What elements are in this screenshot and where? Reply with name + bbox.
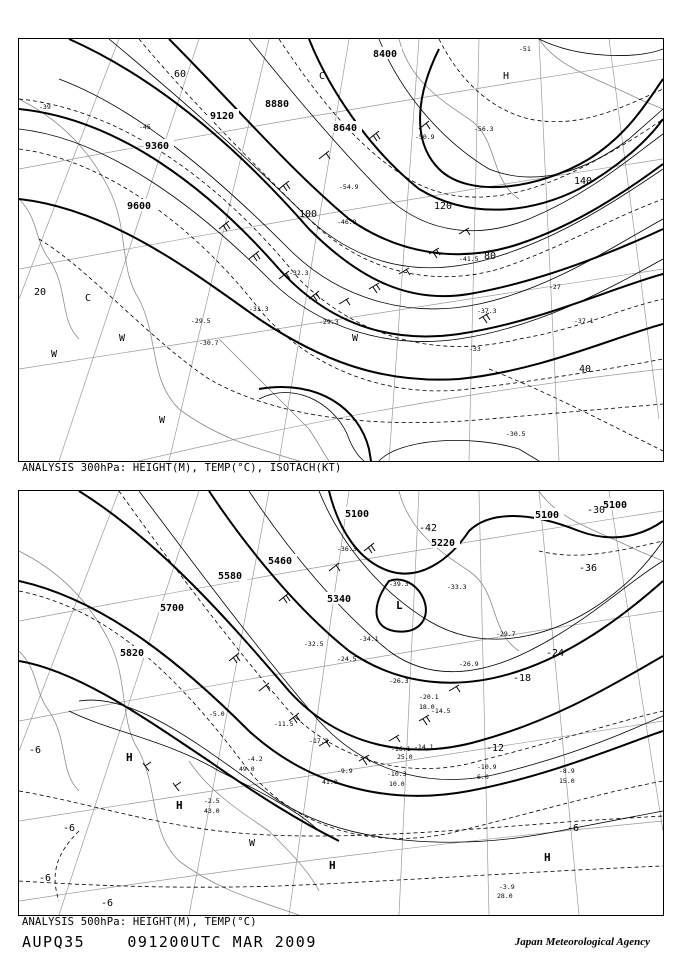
warm-center-W: W: [119, 333, 126, 344]
map-panel-300hpa: [18, 38, 664, 462]
station-value: -39.3: [389, 580, 409, 588]
station-temp: -31.3: [249, 305, 269, 313]
high-center-H: H: [544, 851, 551, 864]
isotherm-label: -6: [63, 823, 76, 834]
height-label-500: 5100: [345, 509, 370, 520]
height-label-300: 8640: [333, 123, 358, 134]
map-panel-500hpa: [18, 490, 664, 916]
isotherm-label: -24: [546, 648, 565, 659]
height-label-300: 9120: [210, 111, 235, 122]
height-label-300: 9360: [145, 141, 170, 152]
coastline: [19, 39, 663, 461]
station-value: -8.9: [559, 767, 575, 775]
station-temp: -50.9: [415, 133, 435, 141]
cold-center-C: C: [319, 71, 326, 82]
height-label-500: 5100: [603, 500, 628, 511]
isotherm-label: -6: [39, 873, 52, 884]
station-value: -11.5: [274, 720, 294, 728]
station-temp: -29.3: [319, 318, 339, 326]
station-temp: -41.5: [459, 255, 479, 263]
station-temp: -54.9: [339, 183, 359, 191]
high-center-H: H: [329, 859, 336, 872]
station-value: 43.0: [204, 807, 220, 815]
station-value: -4.2: [247, 755, 263, 763]
station-temp: -39: [39, 103, 51, 111]
high-center-H: H: [503, 71, 510, 82]
chart-footer: [22, 933, 317, 951]
isotherm-label: -6: [29, 745, 42, 756]
station-value: 41.0: [322, 778, 338, 786]
height-label-300: 9600: [127, 201, 152, 212]
isotherm-label: -42: [419, 523, 438, 534]
high-center-H: H: [176, 799, 183, 812]
height-label-500: 5340: [327, 594, 352, 605]
station-value: 25.0: [397, 753, 413, 761]
station-value: -3.9: [499, 883, 515, 891]
chart-id: AUPQ35: [22, 933, 86, 951]
station-value: 18.0: [419, 703, 435, 711]
height-label-500: 5820: [120, 648, 145, 659]
height-label-500: 5100: [535, 510, 560, 521]
isotach-label: 100: [299, 209, 318, 220]
station-value: -26.9: [459, 660, 479, 668]
station-value: -5.0: [209, 710, 225, 718]
station-temp: -27: [549, 283, 561, 291]
height-contours: [19, 491, 663, 841]
warm-center-W: W: [352, 333, 359, 344]
station-temp: -30.5: [506, 430, 526, 438]
station-temp: -56.3: [474, 125, 494, 133]
height-label-500: 5460: [268, 556, 293, 567]
station-value: -29.7: [496, 630, 516, 638]
high-center-H: H: [126, 751, 133, 764]
station-value: 15.0: [559, 777, 575, 785]
station-value: -26.3: [389, 677, 409, 685]
height-label-500: 5580: [218, 571, 243, 582]
station-value: -34.1: [359, 635, 379, 643]
station-temp: -29.5: [191, 317, 211, 325]
isotherm-label: -6: [101, 898, 114, 909]
isotherm-solid: [69, 491, 663, 842]
station-temp: -51: [519, 45, 531, 53]
isotherm-label: -12: [486, 743, 505, 754]
station-value: -14.5: [431, 707, 451, 715]
height-label-300: 8400: [373, 49, 398, 60]
station-value: 49.0: [239, 765, 255, 773]
isotherm-label: -36: [579, 563, 598, 574]
station-value: -33.3: [447, 583, 467, 591]
height-label-500: 5220: [431, 538, 456, 549]
station-temp: -37.1: [574, 317, 594, 325]
graticule: [19, 491, 663, 915]
station-temp: -37.3: [477, 307, 497, 315]
station-value: -16.1: [391, 745, 411, 753]
station-temp: -32.3: [289, 269, 309, 277]
graticule: [19, 39, 663, 461]
station-temp: -46.8: [337, 218, 357, 226]
warm-center-W: W: [249, 838, 256, 849]
station-value: -14.1: [414, 743, 434, 751]
height-contours: [19, 39, 663, 380]
isotherm-label: -30: [587, 505, 606, 516]
station-temp: -33: [469, 345, 481, 353]
isotach-label: 140: [574, 176, 593, 187]
map-500hpa-svg: [19, 491, 663, 915]
station-temp: -30.7: [199, 339, 219, 347]
isotach-label: 80: [484, 251, 497, 262]
cold-center-C: C: [85, 293, 92, 304]
isotach-label: 120: [434, 201, 453, 212]
station-value: -2.5: [204, 797, 220, 805]
warm-center-W: W: [159, 415, 166, 426]
agency-name: Japan Meteorological Agency: [514, 936, 650, 948]
station-value: -10.9: [477, 763, 497, 771]
station-value: -24.5: [337, 655, 357, 663]
station-value: 28.0: [497, 892, 513, 900]
station-value: -10.3: [387, 770, 407, 778]
caption-500hpa: ANALYSIS 500hPa: HEIGHT(M), TEMP(°C): [22, 916, 257, 928]
height-label-500: 5700: [160, 603, 185, 614]
isotach-label: 40: [579, 364, 592, 375]
low-center-L: L: [396, 599, 403, 612]
isotachs: [19, 39, 663, 461]
station-value: 6.0: [477, 773, 489, 781]
map-300hpa-svg: [19, 39, 663, 461]
station-value: -9.9: [337, 767, 353, 775]
isotherm-label: -6: [567, 823, 580, 834]
isotherm-label: -18: [513, 673, 532, 684]
valid-time: 091200UTC MAR 2009: [127, 933, 317, 951]
height-label-300: 8880: [265, 99, 290, 110]
station-value: -17.3: [309, 737, 329, 745]
caption-300hpa: ANALYSIS 300hPa: HEIGHT(M), TEMP(°C), ISOTACH(KT): [22, 462, 342, 474]
station-value: -20.1: [419, 693, 439, 701]
station-temp: -45: [139, 123, 151, 131]
warm-center-W: W: [51, 349, 58, 360]
station-value: -36.3: [337, 545, 357, 553]
isotach-label: 60: [174, 69, 187, 80]
station-value: 10.0: [389, 780, 405, 788]
station-value: -32.5: [304, 640, 324, 648]
isotach-label: 20: [34, 287, 47, 298]
